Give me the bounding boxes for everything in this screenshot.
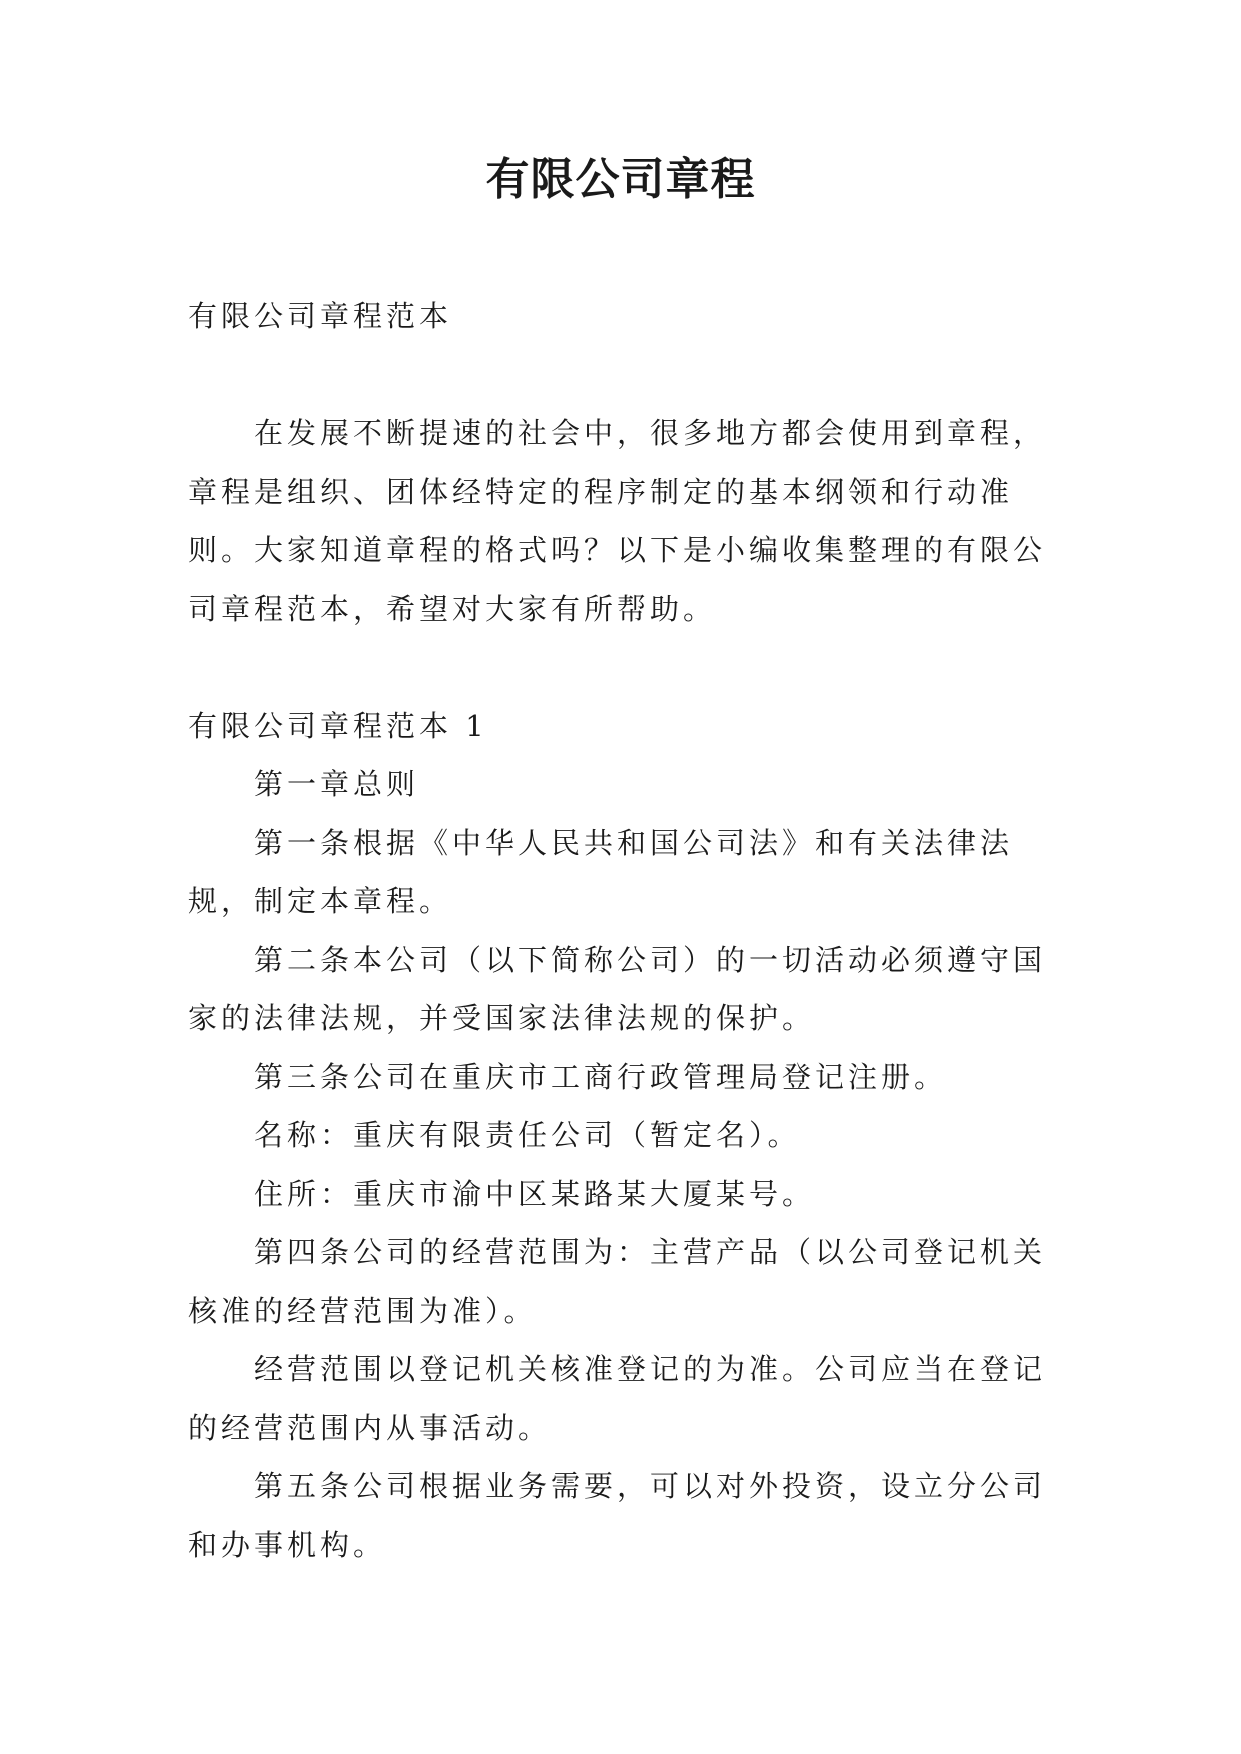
intro-paragraph: 在发展不断提速的社会中，很多地方都会使用到章程，章程是组织、团体经特定的程序制定的基本纲领和行动准则。大家知道章程的格式吗？以下是小编收集整理的有限公司章程范本，希望对大家有所帮助。 — [188, 416, 1047, 626]
article-4: 第四条公司的经营范围为：主营产品（以公司登记机关核准的经营范围为准）。 — [188, 1235, 1047, 1328]
company-address-line: 住所：重庆市渝中区某路某大厦某号。 — [254, 1176, 816, 1211]
document-body — [188, 287, 1068, 1574]
article-3: 第三条公司在重庆市工商行政管理局登记注册。 — [254, 1059, 948, 1094]
article-5: 第五条公司根据业务需要，可以对外投资，设立分公司和办事机构。 — [188, 1469, 1047, 1562]
business-scope-paragraph: 经营范围以登记机关核准登记的为准。公司应当在登记的经营范围内从事活动。 — [188, 1352, 1047, 1445]
document-subtitle: 有限公司章程范本 — [188, 299, 453, 333]
chapter-heading: 第一章总则 — [254, 767, 420, 801]
spacer — [188, 638, 1068, 697]
section-heading: 有限公司章程范本 1 — [188, 708, 488, 743]
article-1: 第一条根据《中华人民共和国公司法》和有关法律法规，制定本章程。 — [188, 825, 1014, 918]
company-name-line: 名称：重庆有限责任公司（暂定名）。 — [254, 1118, 801, 1152]
article-2: 第二条本公司（以下简称公司）的一切活动必须遵守国家的法律法规，并受国家法律法规的保护。 — [188, 942, 1047, 1035]
spacer — [188, 346, 1068, 405]
document-title: 有限公司章程 — [485, 154, 756, 205]
